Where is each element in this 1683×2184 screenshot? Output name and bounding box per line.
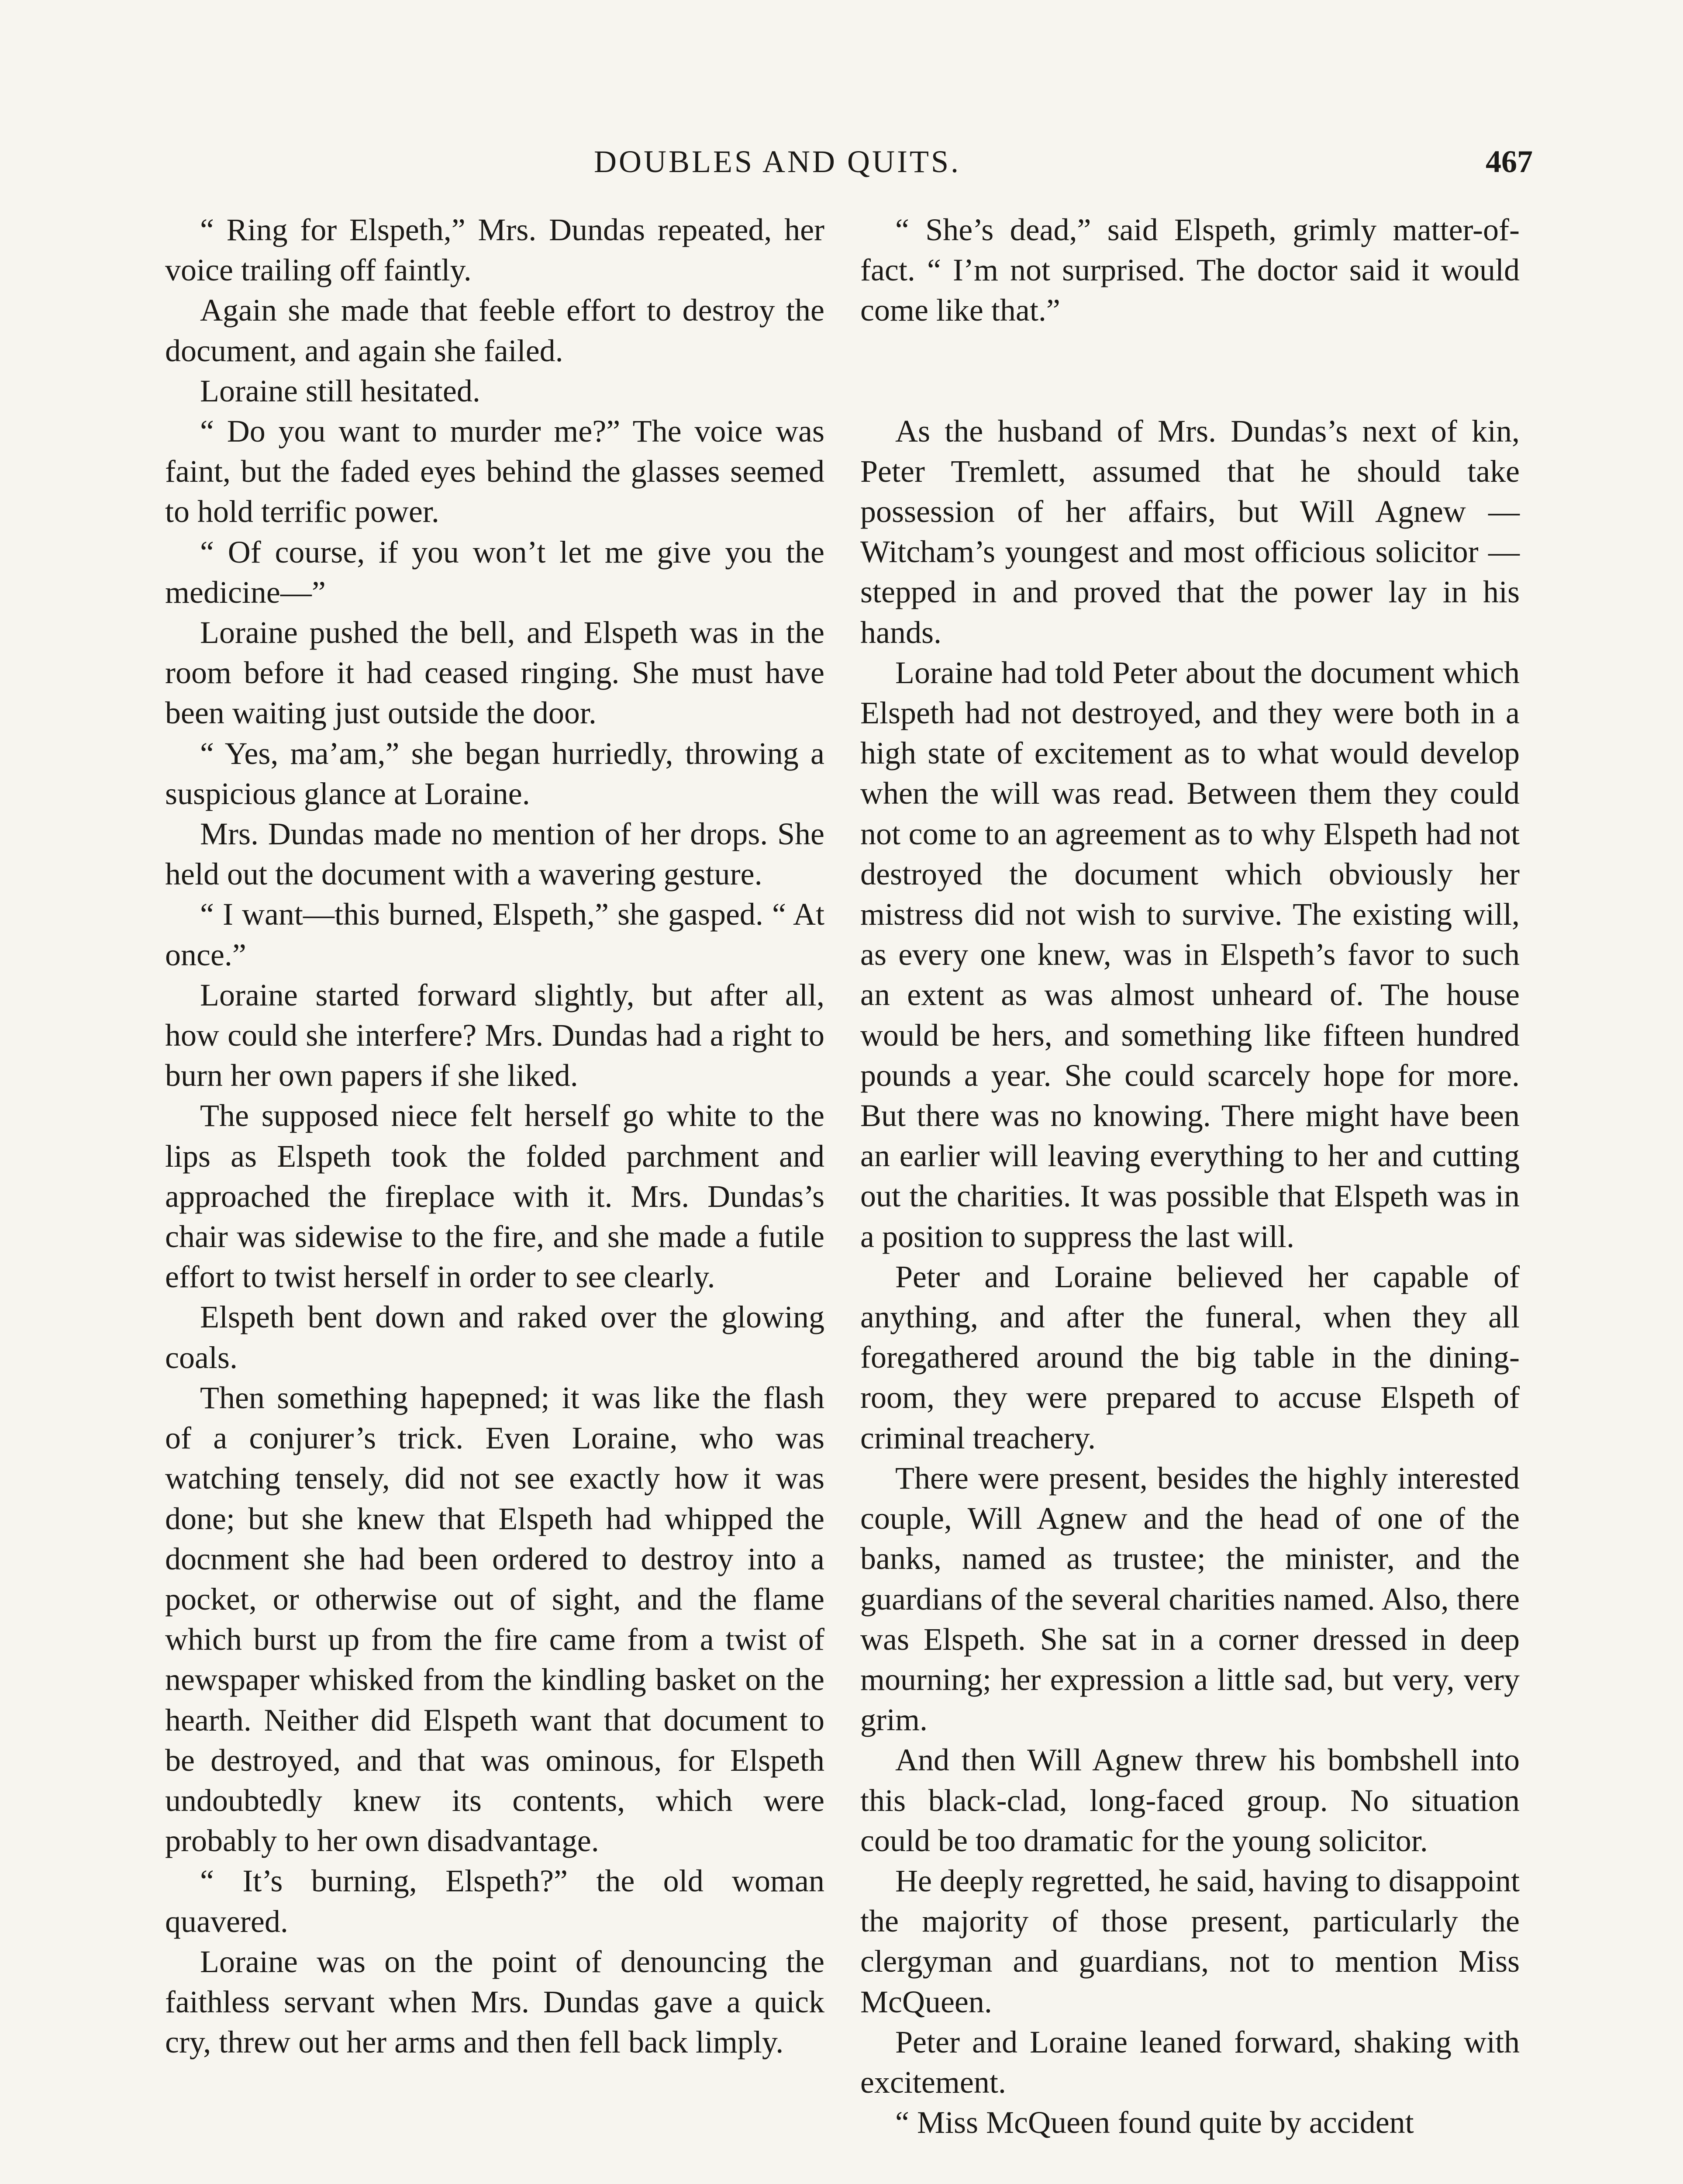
paragraph: “ I want—this burned, Elspeth,” she gasped. “ At once.” bbox=[165, 897, 824, 972]
section-break bbox=[860, 331, 1520, 411]
left-column bbox=[165, 210, 824, 2062]
paragraph: There were present, besides the highly interested couple, Will Agnew and the head of one of the banks, named as trustee; the minister, and the guardians of the several charities named. Also, there was Elspeth. She sat in a corner dressed in deep mourning; her expression a little sad, but very, very grim. bbox=[860, 1460, 1520, 1738]
paragraph: As the husband of Mrs. Dundas’s next of kin, Peter Tremlett, assumed that he should take possession of her affairs, but Will Agnew — Witcham’s youngest and most officious solicitor — stepped in and proved that the power lay in his hands. bbox=[860, 413, 1520, 650]
paragraph: He deeply regretted, he said, having to disappoint the majority of those present, particularly the clergyman and guardians, not to mention Miss McQueen. bbox=[860, 1863, 1520, 2019]
paragraph: Peter and Loraine leaned forward, shaking with excitement. bbox=[860, 2024, 1520, 2100]
paragraph: Loraine was on the point of denouncing the faithless servant when Mrs. Dundas gave a quick cry, threw out her arms and then fell back limply. bbox=[165, 1944, 824, 2060]
running-header bbox=[0, 131, 1683, 192]
paragraph: Loraine had told Peter about the document which Elspeth had not destroyed, and they were both in a high state of excitement as to what would develop when the will was read. Between them they could not come to an agreement as to why Elspeth had not destroyed the document which obviously her mistress did not wish to survive. The existing will, as every one knew, was in Elspeth’s favor to such an extent as was almost unheard of. The house would be hers, and something like fifteen hundred pounds a year. She could scarcely hope for more. But there was no knowing. There might have been an earlier will leaving everything to her and cutting out the charities. It was possible that Elspeth was in a position to suppress the last will. bbox=[860, 655, 1520, 1254]
paragraph: Again she made that feeble effort to destroy the document, and again she failed. bbox=[165, 293, 824, 368]
paragraph: “ It’s burning, Elspeth?” the old woman quavered. bbox=[165, 1863, 824, 1939]
paragraph: “ Yes, ma’am,” she began hurriedly, throwing a suspicious glance at Loraine. bbox=[165, 736, 824, 811]
paragraph: Elspeth bent down and raked over the glowing coals. bbox=[165, 1299, 824, 1375]
paragraph: “ Do you want to murder me?” The voice was faint, but the faded eyes behind the glasses seemed to hold terrific power. bbox=[165, 414, 824, 529]
page-title: DOUBLES AND QUITS. bbox=[593, 144, 961, 179]
paragraph: “ She’s dead,” said Elspeth, grimly matter-of-fact. “ I’m not surprised. The doctor said it would come like that.” bbox=[860, 212, 1520, 328]
paragraph: The supposed niece felt herself go white to the lips as Elspeth took the folded parchment and approached the fireplace with it. Mrs. Dundas’s chair was sidewise to the fire, and she made a futile effort to twist herself in order to see clearly. bbox=[165, 1098, 824, 1295]
paragraph: Mrs. Dundas made no mention of her drops. She held out the document with a wavering gesture. bbox=[165, 816, 824, 892]
page-number: 467 bbox=[1486, 144, 1533, 179]
paragraph: Loraine still hesitated. bbox=[200, 373, 480, 408]
right-column bbox=[860, 210, 1520, 2143]
paragraph: And then Will Agnew threw his bombshell into this black-clad, long-faced group. No situation could be too dramatic for the young solicitor. bbox=[860, 1742, 1520, 1858]
paragraph: Peter and Loraine believed her capable of anything, and after the funeral, when they all foregathered around the big table in the dining-room, they were prepared to accuse Elspeth of criminal treachery. bbox=[860, 1259, 1520, 1455]
paragraph: Loraine pushed the bell, and Elspeth was in the room before it had ceased ringing. She must have been waiting just outside the door. bbox=[165, 615, 824, 731]
paragraph: Then something hapepned; it was like the flash of a conjurer’s trick. Even Loraine, who was watching tensely, did not see exactly how it was done; but she knew that Elspeth had whipped the docnment she had been ordered to destroy into a pocket, or otherwise out of sight, and the flame which burst up from the fire came from a twist of newspaper whisked from the kindling basket on the hearth. Neither did Elspeth want that document to be destroyed, and that was ominous, for Elspeth undoubtedly knew its contents, which were probably to her own disadvantage. bbox=[165, 1380, 824, 1859]
paragraph: Loraine started forward slightly, but after all, how could she interfere? Mrs. Dundas had a right to burn her own papers if she liked. bbox=[165, 977, 824, 1093]
paragraph: “ Of course, if you won’t let me give you the medicine—” bbox=[165, 534, 824, 610]
paragraph: “ Miss McQueen found quite by accident bbox=[895, 2105, 1414, 2140]
paragraph: “ Ring for Elspeth,” Mrs. Dundas repeated, her voice trailing off faintly. bbox=[165, 212, 824, 288]
